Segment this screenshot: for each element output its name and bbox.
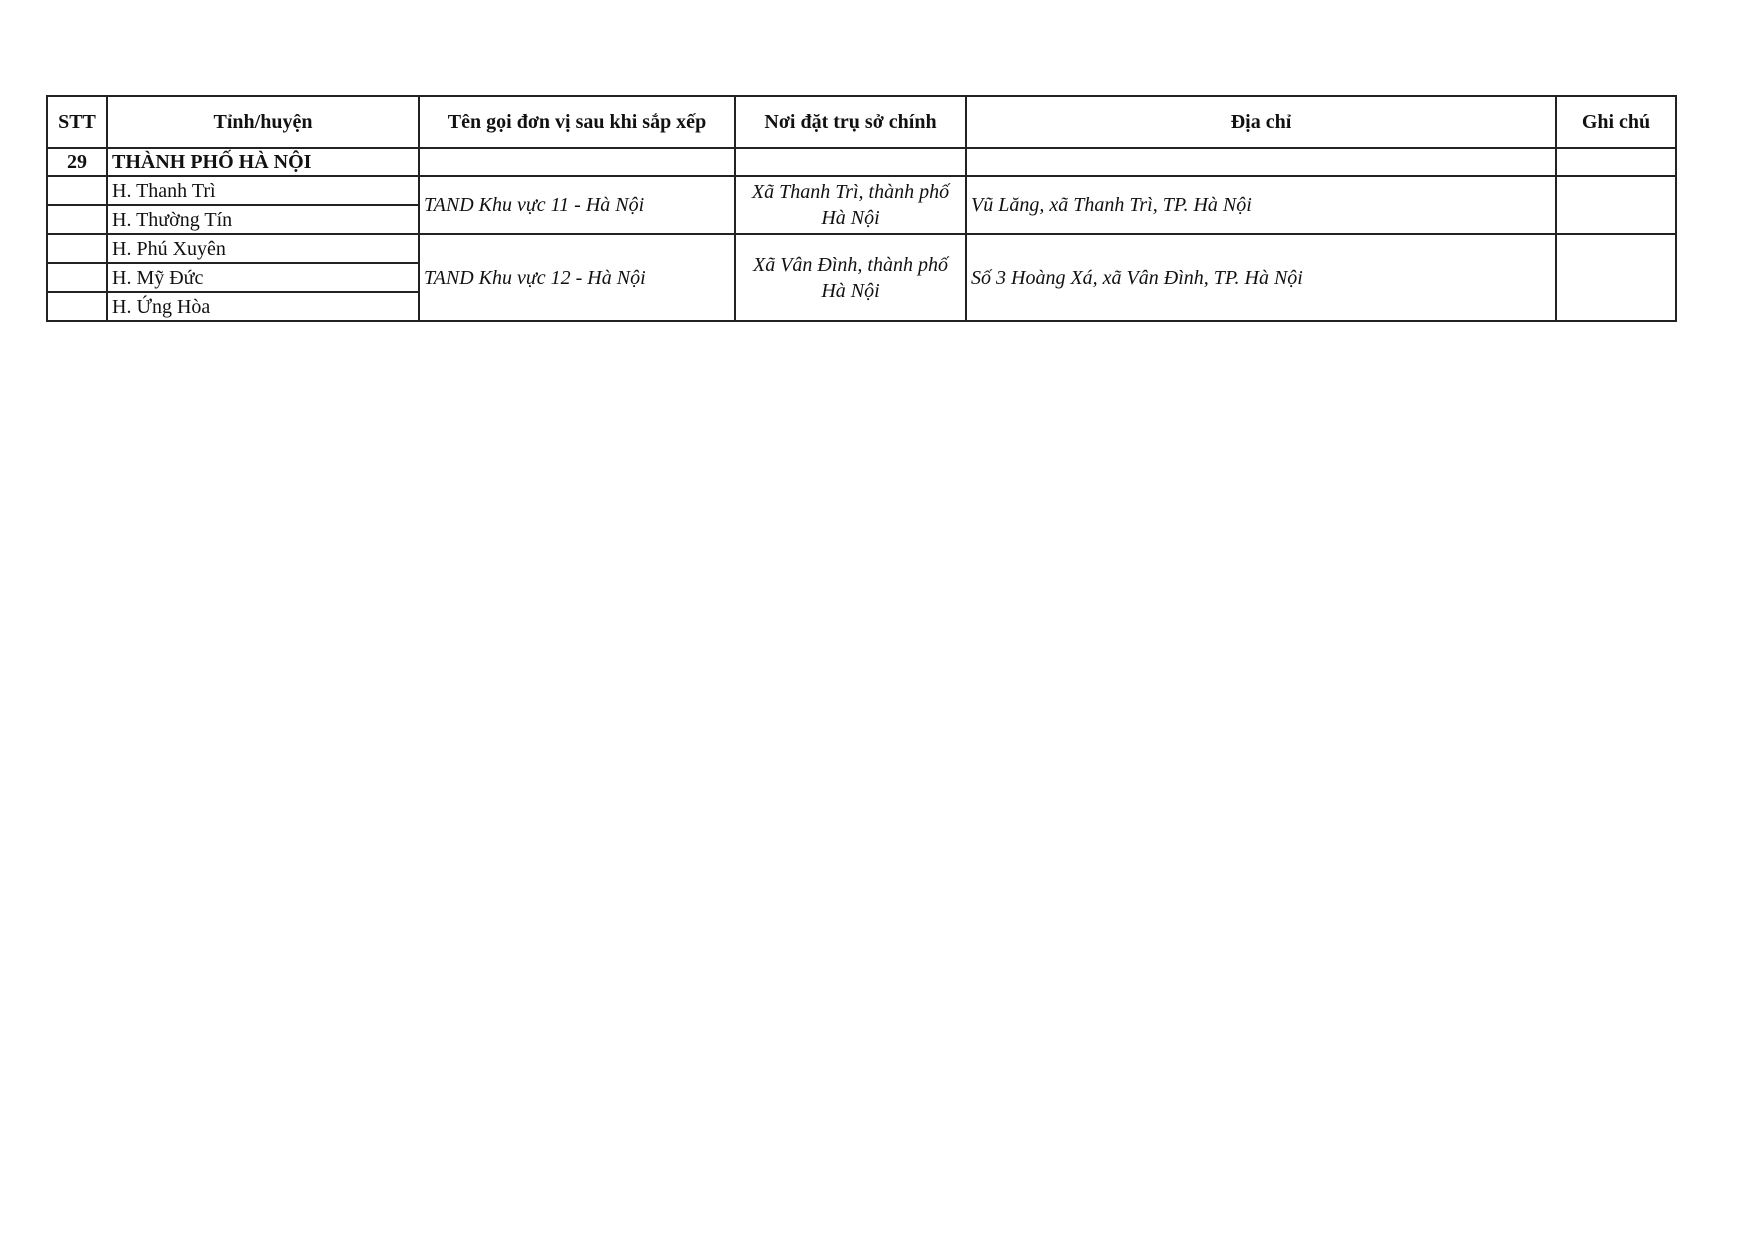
district-name: H. Ứng Hòa xyxy=(107,292,419,321)
note xyxy=(1556,176,1676,234)
district-name: H. Phú Xuyên xyxy=(107,234,419,263)
table-row xyxy=(47,234,1676,263)
province-stt: 29 xyxy=(47,148,107,176)
province-note-empty xyxy=(1556,148,1676,176)
province-name: THÀNH PHỐ HÀ NỘI xyxy=(107,148,419,176)
district-name: H. Mỹ Đức xyxy=(107,263,419,292)
unit-name: TAND Khu vực 12 - Hà Nội xyxy=(419,234,735,321)
header-note: Ghi chú xyxy=(1556,96,1676,148)
header-unit-name: Tên gọi đơn vị sau khi sắp xếp xyxy=(419,96,735,148)
stt-empty xyxy=(47,292,107,321)
header-address: Địa chỉ xyxy=(966,96,1556,148)
main-office xyxy=(735,176,966,234)
stt-empty xyxy=(47,205,107,234)
header-stt: STT xyxy=(47,96,107,148)
stt-empty xyxy=(47,234,107,263)
note xyxy=(1556,234,1676,321)
header-main-office: Nơi đặt trụ sở chính xyxy=(735,96,966,148)
court-units-table xyxy=(46,95,1677,322)
district-name: H. Thanh Trì xyxy=(107,176,419,205)
address: Vũ Lăng, xã Thanh Trì, TP. Hà Nội xyxy=(966,176,1556,234)
table-row xyxy=(47,176,1676,205)
address: Số 3 Hoàng Xá, xã Vân Đình, TP. Hà Nội xyxy=(966,234,1556,321)
main-office-text: Xã Thanh Trì, thành phố Hà Nội xyxy=(751,181,950,229)
province-office-empty xyxy=(735,148,966,176)
district-name: H. Thường Tín xyxy=(107,205,419,234)
province-unit-empty xyxy=(419,148,735,176)
unit-name: TAND Khu vực 11 - Hà Nội xyxy=(419,176,735,234)
province-address-empty xyxy=(966,148,1556,176)
stt-empty xyxy=(47,176,107,205)
court-units-table-container xyxy=(46,95,1675,322)
table-header-row xyxy=(47,96,1676,148)
header-province-district: Tỉnh/huyện xyxy=(107,96,419,148)
province-row xyxy=(47,148,1676,176)
stt-empty xyxy=(47,263,107,292)
main-office-text: Xã Vân Đình, thành phố Hà Nội xyxy=(753,253,948,302)
main-office xyxy=(735,234,966,321)
